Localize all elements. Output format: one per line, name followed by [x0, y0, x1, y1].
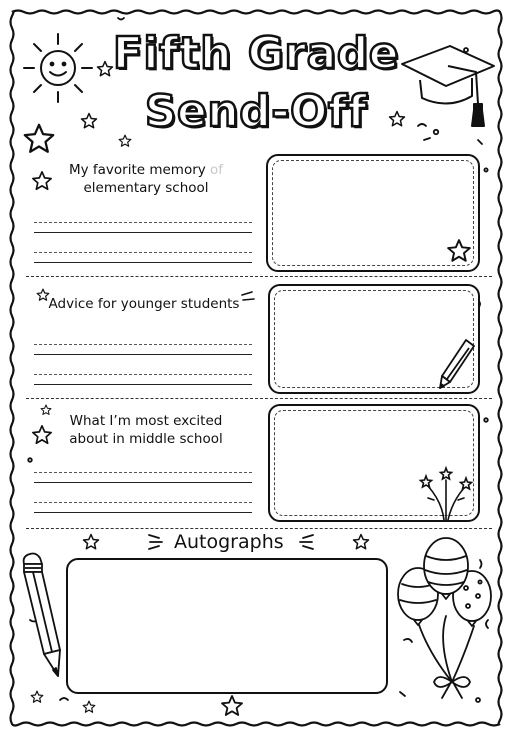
prompt-text: My favorite memory — [68, 162, 206, 178]
writing-line[interactable] — [34, 252, 252, 253]
page-title-line2: Send-Off — [144, 86, 368, 137]
dash-ornament-icon — [298, 532, 316, 552]
star-icon — [220, 694, 244, 718]
star-icon — [31, 170, 53, 192]
writing-line[interactable] — [34, 344, 252, 345]
dash-ornament-icon — [146, 532, 164, 552]
prompt-text: What I’m most excited — [69, 413, 223, 429]
star-icon — [82, 533, 100, 551]
fireworks-icon — [416, 466, 476, 522]
star-icon — [82, 700, 96, 714]
pencil-icon — [18, 550, 66, 686]
writing-line[interactable] — [34, 472, 252, 473]
writing-line[interactable] — [34, 354, 252, 355]
writing-line[interactable] — [34, 384, 252, 385]
prompt-excited — [56, 412, 236, 448]
star-icon — [446, 238, 472, 264]
prompt-advice: Advice for younger students — [48, 296, 240, 312]
writing-line[interactable] — [34, 512, 252, 513]
balloons-icon — [394, 532, 504, 702]
pencil-icon — [438, 336, 478, 392]
star-icon — [31, 424, 53, 446]
autographs-box[interactable] — [66, 558, 388, 694]
section-divider — [26, 528, 492, 529]
star-icon — [30, 690, 44, 704]
writing-line[interactable] — [34, 502, 252, 503]
star-icon — [40, 404, 52, 416]
writing-line[interactable] — [34, 222, 252, 223]
section-divider — [26, 398, 492, 399]
writing-line[interactable] — [34, 262, 252, 263]
prompt-faint-text: of — [210, 162, 224, 178]
prompt-text: elementary school — [83, 180, 209, 196]
writing-line[interactable] — [34, 482, 252, 483]
prompt-favorite-memory — [56, 161, 236, 197]
section-divider — [26, 276, 492, 277]
writing-line[interactable] — [34, 232, 252, 233]
autographs-heading: Autographs — [174, 531, 284, 553]
sparkle-lines — [240, 291, 256, 305]
star-icon — [352, 533, 370, 551]
page-title-line1: Fifth Grade — [112, 28, 400, 79]
writing-line[interactable] — [34, 374, 252, 375]
prompt-text: about in middle school — [69, 431, 223, 447]
